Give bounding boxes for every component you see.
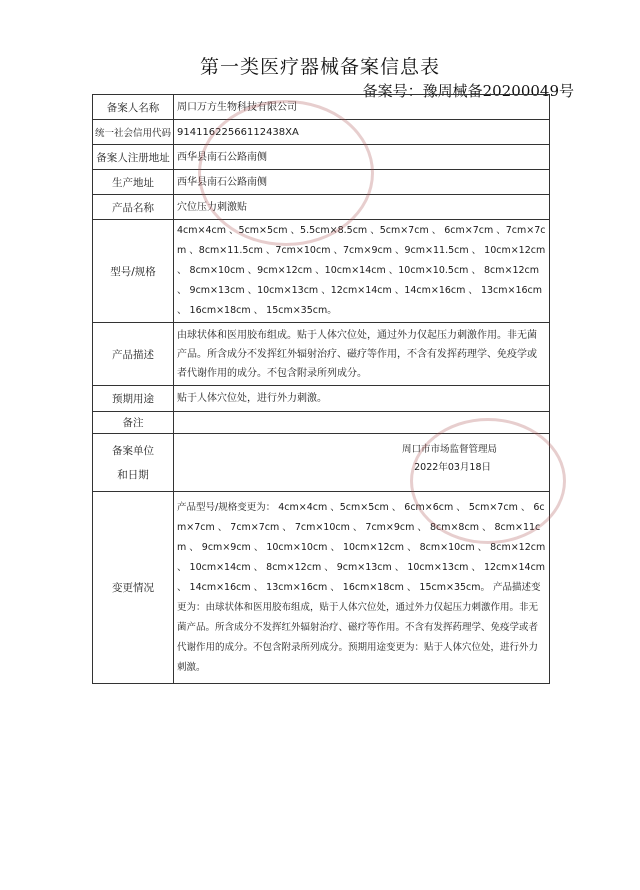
credit-code-value: 91411622566112438XA <box>174 120 550 145</box>
row-reg-address <box>93 145 550 170</box>
intended-use-label: 预期用途 <box>93 386 174 412</box>
row-applicant <box>93 95 550 120</box>
remarks-value <box>174 412 550 434</box>
record-info-table <box>92 94 550 684</box>
reg-address-value: 西华县南石公路南侧 <box>174 145 550 170</box>
row-product-name <box>93 195 550 220</box>
prod-address-label: 生产地址 <box>93 170 174 195</box>
row-unit <box>93 434 550 492</box>
page-title: 第一类医疗器械备案信息表 <box>199 56 440 78</box>
unit-label <box>93 434 174 492</box>
row-changes <box>93 492 550 684</box>
applicant-label: 备案人名称 <box>93 95 174 120</box>
unit-name: 周口市市场监督管理局 <box>401 444 497 455</box>
model-spec-label: 型号/规格 <box>93 220 174 323</box>
changes-label: 变更情况 <box>93 492 174 684</box>
row-model-spec <box>93 220 550 323</box>
unit-value <box>174 434 550 492</box>
applicant-value: 周口万方生物科技有限公司 <box>174 95 550 120</box>
row-intended-use <box>93 386 550 412</box>
description-label: 产品描述 <box>93 323 174 386</box>
row-remarks <box>93 412 550 434</box>
row-credit-code <box>93 120 550 145</box>
record-number: 备案号：豫周械备20200049号 <box>362 82 574 100</box>
product-name-label: 产品名称 <box>93 195 174 220</box>
credit-code-label: 统一社会信用代码 <box>93 120 174 145</box>
unit-label-line2: 和日期 <box>117 468 149 481</box>
row-prod-address <box>93 170 550 195</box>
model-spec-value: 4cm×4cm 、5cm×5cm 、5.5cm×8.5cm 、5cm×7cm 、 6cm×7cm 、7cm×7cm 、8cm×11.5cm 、7cm×10cm 、7cm×9cm 、9cm×11.5cm 、 10cm×12cm 、 8cm×10cm 、9cm×12cm 、10cm×14cm 、10cm×10.5cm 、 8cm×12cm 、 9cm×13cm 、10cm×13cm 、12cm×14cm 、14cm×16cm 、 13cm×16cm 、 16cm×18cm 、 15cm×35cm。 <box>174 220 550 323</box>
unit-date: 2022年03月18日 <box>414 462 491 473</box>
remarks-label: 备注 <box>93 412 174 434</box>
description-value: 由球状体和医用胶布组成。贴于人体穴位处，通过外力仅起压力刺激作用。非无菌产品。所含成分不发挥红外辐射治疗、磁疗等作用，不含有发挥药理学、免疫学或者代谢作用的成分。不包含附录所列成分。 <box>174 323 550 386</box>
changes-value: 产品型号/规格变更为： 4cm×4cm 、5cm×5cm 、 6cm×6cm 、 5cm×7cm 、 6cm×7cm 、 7cm×7cm 、 7cm×10cm 、 7cm×9cm 、 8cm×8cm 、 8cm×11cm 、 9cm×9cm 、 10cm×10cm 、 10cm×12cm 、 8cm×10cm 、 8cm×12cm 、 10cm×14cm 、 8cm×12cm 、 9cm×13cm 、 10cm×13cm 、 12cm×14cm 、 14cm×16cm 、 13cm×16cm 、 16cm×18cm 、 15cm×35cm。 产品描述变更为：由球状体和医用胶布组成，贴于人体穴位处，通过外力仅起压力刺激作用。非无菌产品。所含成分不发挥红外辐射治疗、磁疗等作用。不含有发挥药理学、免疫学或者代谢作用的成分。不包含附录所列成分。预期用途变更为：贴于人体穴位处，进行外力刺激。 <box>174 492 550 684</box>
prod-address-value: 西华县南石公路南侧 <box>174 170 550 195</box>
unit-label-line1: 备案单位 <box>112 444 154 457</box>
intended-use-value: 贴于人体穴位处，进行外力刺激。 <box>174 386 550 412</box>
product-name-value: 穴位压力刺激贴 <box>174 195 550 220</box>
row-description <box>93 323 550 386</box>
reg-address-label: 备案人注册地址 <box>93 145 174 170</box>
